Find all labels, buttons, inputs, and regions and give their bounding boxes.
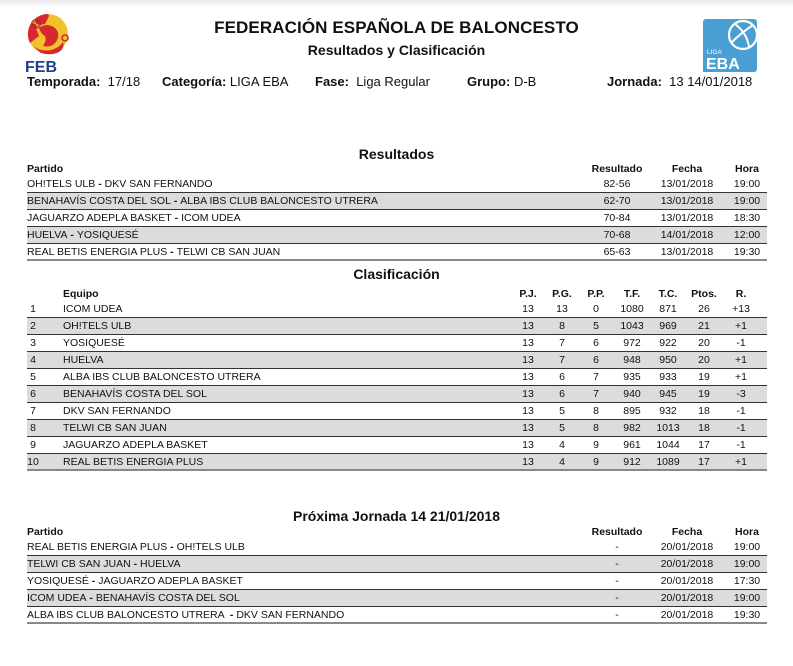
clasificacion-title: Clasificación: [353, 266, 440, 282]
team-position: 7: [30, 405, 36, 417]
stat-pp: 5: [593, 320, 599, 332]
stat-tc: 950: [659, 354, 677, 366]
home-team: HUELVA: [27, 229, 68, 241]
stat-ptos: 18: [698, 422, 710, 434]
away-team: JAGUARZO ADEPLA BASKET: [98, 575, 243, 587]
jornada-label: Jornada:: [607, 74, 662, 89]
standings-row: [27, 352, 767, 369]
match-row: [27, 590, 767, 607]
match-result: -: [615, 541, 619, 553]
standings-row: [27, 301, 767, 318]
col-fecha: Fecha: [671, 526, 703, 538]
col-pj: P.J.: [519, 288, 537, 300]
stat-r: +1: [735, 456, 747, 468]
stat-tf: 948: [623, 354, 641, 366]
match-teams: [27, 575, 243, 587]
away-team: OH!TELS ULB: [176, 541, 245, 553]
stat-pg: 13: [556, 303, 568, 315]
match-row: [27, 539, 767, 556]
stat-pg: 7: [559, 337, 565, 349]
match-row: [27, 193, 767, 210]
stat-pg: 8: [559, 320, 565, 332]
stat-r: -3: [736, 388, 746, 400]
match-date: 20/01/2018: [660, 609, 714, 621]
resultados-title: Resultados: [358, 146, 435, 162]
stat-pj: 13: [522, 456, 534, 468]
match-teams: [27, 212, 241, 224]
match-teams: [27, 609, 344, 621]
match-result: -: [615, 592, 619, 604]
match-row: [27, 244, 767, 261]
stat-tf: 940: [623, 388, 641, 400]
clasificacion-header-row: [27, 288, 767, 301]
stat-pj: 13: [522, 405, 534, 417]
home-team: YOSIQUESÉ: [27, 575, 89, 587]
proxima-rows: [27, 539, 767, 624]
home-team: BENAHAVÍS COSTA DEL SOL: [27, 195, 171, 207]
jornada-value: 13 14/01/2018: [669, 74, 753, 89]
temporada-value: 17/18: [107, 74, 141, 89]
resultados-rows: [27, 176, 767, 261]
match-time: 19:00: [733, 178, 761, 190]
standings-row: [27, 386, 767, 403]
team-name: ALBA IBS CLUB BALONCESTO UTRERA: [63, 371, 261, 383]
proxima-title: Próxima Jornada 14 21/01/2018: [292, 508, 501, 524]
col-hora: Hora: [735, 526, 759, 538]
match-result: 70-68: [603, 229, 631, 241]
stat-r: -1: [736, 337, 746, 349]
team-separator: -: [170, 195, 181, 207]
fase-label: Fase:: [315, 74, 349, 89]
categoria-value: LIGA EBA: [229, 74, 289, 89]
team-name: BENAHAVÍS COSTA DEL SOL: [63, 388, 207, 400]
match-row: [27, 227, 767, 244]
stat-ptos: 19: [698, 371, 710, 383]
stat-r: -1: [736, 422, 746, 434]
match-time: 19:00: [733, 592, 761, 604]
resultados-header-row: [27, 163, 767, 176]
team-position: 9: [30, 439, 36, 451]
meta-temporada: [27, 74, 140, 89]
stat-pj: 13: [522, 422, 534, 434]
team-separator: -: [171, 212, 182, 224]
match-row: [27, 573, 767, 590]
standings-row: [27, 335, 767, 352]
match-date: 14/01/2018: [660, 229, 714, 241]
stat-pp: 6: [593, 337, 599, 349]
stat-pg: 7: [559, 354, 565, 366]
match-date: 13/01/2018: [660, 212, 714, 224]
stat-pg: 5: [559, 405, 565, 417]
col-r: R.: [735, 288, 747, 300]
clasificacion-table: [27, 288, 767, 471]
temporada-label: Temporada:: [27, 74, 101, 89]
stat-pj: 13: [522, 354, 534, 366]
team-name: OH!TELS ULB: [63, 320, 132, 332]
team-separator: -: [67, 229, 77, 241]
home-team: OH!TELS ULB: [27, 178, 96, 190]
col-tf: T.F.: [623, 288, 641, 300]
stat-tc: 1044: [656, 439, 680, 451]
match-teams: [27, 195, 378, 207]
stat-ptos: 26: [698, 303, 710, 315]
col-tc: T.C.: [658, 288, 678, 300]
stat-tc: 945: [659, 388, 677, 400]
match-teams: [27, 558, 180, 570]
match-date: 13/01/2018: [660, 246, 714, 258]
stat-tc: 932: [659, 405, 677, 417]
stat-r: +13: [732, 303, 750, 315]
match-result: 70-84: [603, 212, 631, 224]
meta-categoria: [162, 74, 288, 89]
team-name: YOSIQUESÉ: [63, 337, 125, 349]
match-row: [27, 556, 767, 573]
col-fecha: Fecha: [671, 163, 703, 175]
match-date: 13/01/2018: [660, 195, 714, 207]
away-team: HUELVA: [140, 558, 181, 570]
stat-pj: 13: [522, 337, 534, 349]
stat-ptos: 20: [698, 354, 710, 366]
stat-tf: 982: [623, 422, 641, 434]
team-separator: -: [167, 541, 177, 553]
clasificacion-rows: [27, 301, 767, 471]
team-separator: -: [88, 575, 99, 587]
match-teams: [27, 246, 280, 258]
match-date: 20/01/2018: [660, 592, 714, 604]
stat-pp: 7: [593, 371, 599, 383]
away-team: YOSIQUESÉ: [76, 229, 139, 241]
col-pg: P.G.: [552, 288, 572, 300]
away-team: DKV SAN FERNANDO: [236, 609, 345, 621]
team-position: 5: [30, 371, 36, 383]
match-row: [27, 210, 767, 227]
team-name: REAL BETIS ENERGIA PLUS: [63, 456, 204, 468]
col-partido: Partido: [27, 526, 64, 538]
col-resultado: Resultado: [591, 163, 643, 175]
match-time: 19:00: [733, 558, 761, 570]
stat-pp: 6: [593, 354, 599, 366]
home-team: TELWI CB SAN JUAN: [27, 558, 131, 570]
standings-row: [27, 403, 767, 420]
standings-row: [27, 437, 767, 454]
stat-pg: 5: [559, 422, 565, 434]
top-shade: [0, 0, 793, 8]
stat-tc: 969: [659, 320, 677, 332]
stat-pg: 6: [559, 371, 565, 383]
col-pp: P.P.: [587, 288, 605, 300]
standings-row: [27, 369, 767, 386]
match-teams: [27, 178, 213, 190]
home-team: ALBA IBS CLUB BALONCESTO UTRERA: [27, 609, 227, 621]
team-separator: -: [226, 609, 237, 621]
stat-pj: 13: [522, 320, 534, 332]
team-position: 2: [30, 320, 36, 332]
match-time: 17:30: [733, 575, 761, 587]
team-separator: -: [86, 592, 96, 604]
col-ptos: Ptos.: [691, 288, 717, 300]
stat-tc: 1089: [656, 456, 680, 468]
proxima-table: [27, 526, 767, 624]
stat-pg: 4: [559, 456, 565, 468]
stat-pj: 13: [522, 303, 534, 315]
stat-r: +1: [735, 371, 747, 383]
stat-pj: 13: [522, 439, 534, 451]
stat-pg: 6: [559, 388, 565, 400]
stat-pp: 8: [593, 422, 599, 434]
stat-tf: 972: [623, 337, 641, 349]
stat-tf: 961: [623, 439, 641, 451]
team-separator: -: [130, 558, 140, 570]
team-position: 1: [30, 303, 36, 315]
stat-pp: 9: [593, 439, 599, 451]
match-date: 20/01/2018: [660, 541, 714, 553]
team-separator: -: [167, 246, 177, 258]
home-team: REAL BETIS ENERGIA PLUS: [27, 541, 168, 553]
away-team: ALBA IBS CLUB BALONCESTO UTRERA: [180, 195, 378, 207]
col-hora: Hora: [735, 163, 759, 175]
match-row: [27, 176, 767, 193]
team-name: ICOM UDEA: [63, 303, 123, 315]
stat-tc: 922: [659, 337, 677, 349]
stat-ptos: 19: [698, 388, 710, 400]
stat-r: -1: [736, 439, 746, 451]
stat-ptos: 17: [698, 456, 710, 468]
away-team: DKV SAN FERNANDO: [104, 178, 213, 190]
stat-pp: 9: [593, 456, 599, 468]
away-team: ICOM UDEA: [181, 212, 241, 224]
away-team: BENAHAVÍS COSTA DEL SOL: [95, 592, 240, 604]
match-result: -: [615, 558, 619, 570]
match-time: 19:00: [733, 541, 761, 553]
match-date: 13/01/2018: [660, 178, 714, 190]
standings-row: [27, 318, 767, 335]
col-resultado: Resultado: [591, 526, 643, 538]
team-name: DKV SAN FERNANDO: [63, 405, 171, 417]
team-position: 8: [30, 422, 36, 434]
grupo-value: D-B: [513, 74, 537, 89]
stat-pp: 0: [593, 303, 599, 315]
home-team: REAL BETIS ENERGIA PLUS: [27, 246, 168, 258]
team-position: 10: [27, 456, 39, 468]
stat-r: +1: [735, 320, 747, 332]
stat-tc: 1013: [656, 422, 680, 434]
match-row: [27, 607, 767, 624]
team-position: 3: [30, 337, 36, 349]
stat-tf: 935: [623, 371, 641, 383]
match-result: 65-63: [603, 246, 631, 258]
match-time: 19:00: [733, 195, 761, 207]
page-subtitle: Resultados y Clasificación: [307, 42, 486, 58]
stat-r: +1: [735, 354, 747, 366]
stat-tf: 895: [623, 405, 641, 417]
match-date: 20/01/2018: [660, 558, 714, 570]
stat-ptos: 18: [698, 405, 710, 417]
team-position: 4: [30, 354, 36, 366]
match-teams: [27, 229, 139, 241]
meta-grupo: [467, 74, 536, 89]
resultados-table: [27, 163, 767, 261]
team-separator: -: [95, 178, 105, 190]
match-result: -: [615, 609, 619, 621]
team-name: HUELVA: [63, 354, 104, 366]
stat-pj: 13: [522, 388, 534, 400]
standings-row: [27, 454, 767, 471]
match-time: 19:30: [733, 246, 761, 258]
team-position: 6: [30, 388, 36, 400]
stat-tf: 1043: [620, 320, 644, 332]
match-result: 82-56: [603, 178, 631, 190]
col-partido: Partido: [27, 163, 64, 175]
categoria-label: Categoría:: [162, 74, 227, 89]
meta-fase: [315, 74, 430, 89]
stat-ptos: 17: [698, 439, 710, 451]
match-date: 20/01/2018: [660, 575, 714, 587]
fase-value: Liga Regular: [356, 74, 430, 89]
stat-tc: 871: [659, 303, 677, 315]
stat-tc: 933: [659, 371, 677, 383]
stat-tf: 1080: [620, 303, 644, 315]
eba-text: EBA: [706, 56, 740, 72]
col-equipo: Equipo: [63, 288, 99, 300]
stat-ptos: 20: [698, 337, 710, 349]
home-team: JAGUARZO ADEPLA BASKET: [27, 212, 172, 224]
standings-row: [27, 420, 767, 437]
team-name: JAGUARZO ADEPLA BASKET: [63, 439, 208, 451]
away-team: TELWI CB SAN JUAN: [176, 246, 281, 258]
proxima-header-row: [27, 526, 767, 539]
stat-pg: 4: [559, 439, 565, 451]
stat-r: -1: [736, 405, 746, 417]
stat-pp: 7: [593, 388, 599, 400]
liga-text: LIGA: [707, 49, 722, 56]
meta-jornada: [607, 74, 752, 89]
stat-pj: 13: [522, 371, 534, 383]
feb-logo-text: FEB: [25, 59, 57, 74]
stat-tf: 912: [623, 456, 641, 468]
match-time: 19:30: [733, 609, 761, 621]
stat-pp: 8: [593, 405, 599, 417]
match-result: -: [615, 575, 619, 587]
home-team: ICOM UDEA: [27, 592, 87, 604]
grupo-label: Grupo:: [467, 74, 511, 89]
match-time: 18:30: [733, 212, 761, 224]
match-time: 12:00: [733, 229, 761, 241]
stat-ptos: 21: [698, 320, 710, 332]
match-teams: [27, 541, 245, 553]
page-title: FEDERACIÓN ESPAÑOLA DE BALONCESTO: [214, 18, 579, 37]
team-name: TELWI CB SAN JUAN: [63, 422, 167, 434]
match-teams: [27, 592, 240, 604]
match-result: 62-70: [603, 195, 631, 207]
